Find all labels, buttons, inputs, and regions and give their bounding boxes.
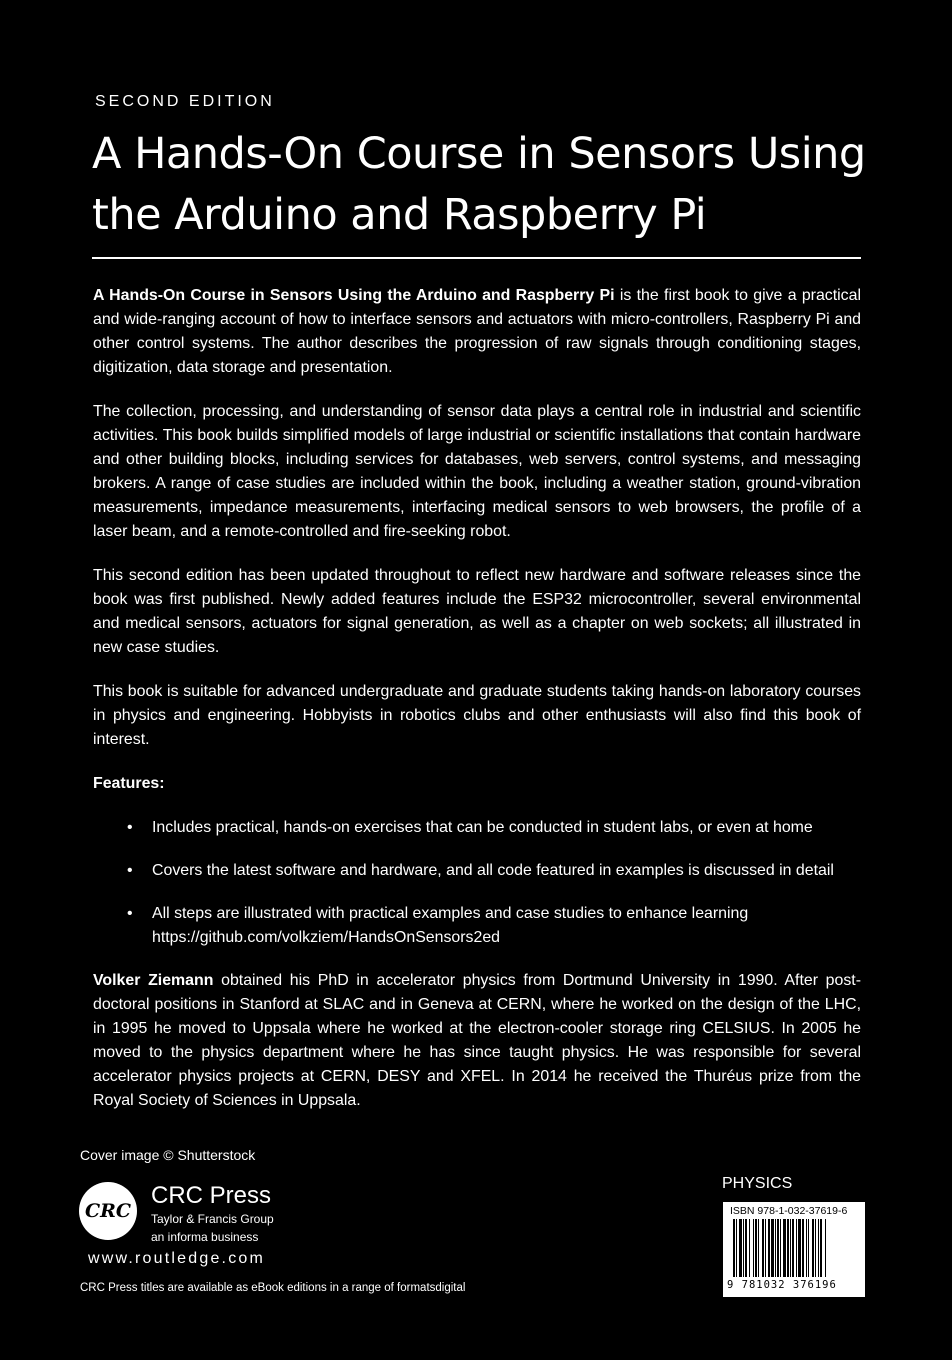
description-paragraph-3: This second edition has been updated throughout to reflect new hardware and software releases since the book was first published. Newly added features include the ESP32 microcontroller, several environmental and medical sensors, actuators for signal generation, as well as a chapter on web sockets; all illustrated in new case studies. <box>93 567 861 656</box>
barcode-bar <box>783 1219 786 1277</box>
barcode-bars <box>727 1219 861 1279</box>
barcode-bar <box>739 1219 742 1277</box>
author-bio <box>93 969 861 1113</box>
barcode-bar <box>825 1219 826 1277</box>
feature-text: All steps are illustrated with practical examples and case studies to enhance learning <box>152 905 749 922</box>
barcode-bar <box>806 1219 807 1277</box>
barcode-bar <box>802 1219 804 1277</box>
feature-text: Covers the latest software and hardware, and all code featured in examples is discussed in detail <box>152 862 834 879</box>
barcode-bar <box>743 1219 744 1277</box>
barcode-bar <box>792 1219 794 1277</box>
isbn-label: ISBN 978-1-032-37619-6 <box>730 1205 848 1217</box>
barcode-bar <box>777 1219 779 1277</box>
intro-text: is the first book to give a practical and wide-ranging account of how to interface sensors and actuators with micro-controllers, Raspberry Pi and other control systems. The author describes the progression of raw signals through conditioning stages, digitization, data storage and presentation. <box>93 287 861 376</box>
barcode-bar <box>758 1219 759 1277</box>
cover-image-credit: Cover image © Shutterstock <box>80 1147 256 1163</box>
publisher-group: Taylor & Francis Group <box>151 1212 274 1226</box>
book-title: A Hands-On Course in Sensors Using the Arduino and Raspberry Pi <box>92 129 866 240</box>
barcode-bar <box>771 1219 774 1277</box>
bullet-icon: • <box>127 819 133 836</box>
barcode-bar <box>780 1219 781 1277</box>
barcode-bar <box>755 1219 757 1277</box>
author-bio-text: obtained his PhD in accelerator physics from Dortmund University in 1990. After post-doctoral positions in Stanford at SLAC and in Geneva at CERN, where he worked on the design of the LHC, in 1995 he moved to Uppsala where he worked at the electron-cooler storage ring CELSIUS. In 2005 he moved to the physics department where he has since taught physics. He was responsible for several accelerator physics projects at CERN, DESY and XFEL. In 2014 he received the Thuréus prize from the Royal Society of Sciences in Uppsala. <box>93 972 862 1109</box>
barcode-bar <box>818 1219 819 1277</box>
barcode-bar <box>815 1219 816 1277</box>
github-url: https://github.com/volkziem/HandsOnSensors2ed <box>152 929 501 946</box>
barcode-bar <box>787 1219 789 1277</box>
crc-press-logo <box>78 1181 138 1241</box>
barcode-bar <box>812 1219 814 1277</box>
author-name: Volker Ziemann <box>93 972 214 989</box>
barcode-bar <box>765 1219 766 1277</box>
barcode-bar <box>808 1219 809 1277</box>
back-cover-description <box>93 284 861 1133</box>
barcode-digits: 9 781032 376196 <box>727 1279 837 1291</box>
bullet-icon: • <box>127 905 133 922</box>
barcode-bar <box>733 1219 735 1277</box>
publisher-website: www.routledge.com <box>88 1250 266 1267</box>
barcode-bar <box>749 1219 750 1277</box>
publisher-name: CRC Press <box>151 1182 272 1209</box>
barcode-bar <box>798 1219 801 1277</box>
feature-text: Includes practical, hands-on exercises that can be conducted in student labs, or even at home <box>152 819 813 836</box>
bullet-icon: • <box>127 862 133 879</box>
barcode-bar <box>796 1219 797 1277</box>
barcode-bar <box>790 1219 791 1277</box>
barcode-bar <box>775 1219 776 1277</box>
barcode-bar <box>736 1219 737 1277</box>
barcode-bar <box>762 1219 764 1277</box>
barcode-bar <box>753 1219 754 1277</box>
barcode-bar <box>820 1219 822 1277</box>
title-divider <box>92 257 861 259</box>
subject-category: PHYSICS <box>722 1175 793 1192</box>
description-paragraph-4: This book is suitable for advanced undergraduate and graduate students taking hands-on laboratory courses in physics and engineering. Hobbyists in robotics clubs and other enthusiasts will also find this book of interest. <box>93 683 861 748</box>
publisher-business: an informa business <box>151 1230 259 1244</box>
features-list <box>93 816 861 950</box>
feature-item <box>93 816 861 840</box>
intro-bold-title: A Hands-On Course in Sensors Using the Arduino and Raspberry Pi <box>93 287 615 304</box>
barcode-bar <box>745 1219 747 1277</box>
logo-text: CRC <box>84 1200 132 1222</box>
isbn-barcode <box>723 1202 865 1297</box>
edition-label: SECOND EDITION <box>95 93 275 110</box>
ebook-availability-note: CRC Press titles are available as eBook editions in a range of formatsdigital <box>80 1282 466 1294</box>
description-paragraph-2: The collection, processing, and understanding of sensor data plays a central role in industrial and scientific activities. This book builds simplified models of large industrial or scientific installations that contain hardware and other building blocks, including services for databases, web servers, control systems, and messaging brokers. A range of case studies are included within the book, including a weather station, ground-vibration measurements, impedance measurements, interfacing medical sensors to web browsers, the profile of a laser beam, and a remote-controlled and fire-seeking robot. <box>93 403 861 540</box>
barcode-bar <box>768 1219 770 1277</box>
feature-item <box>93 859 861 883</box>
features-heading: Features: <box>93 775 165 792</box>
feature-item <box>93 902 861 950</box>
intro-paragraph <box>93 284 861 380</box>
